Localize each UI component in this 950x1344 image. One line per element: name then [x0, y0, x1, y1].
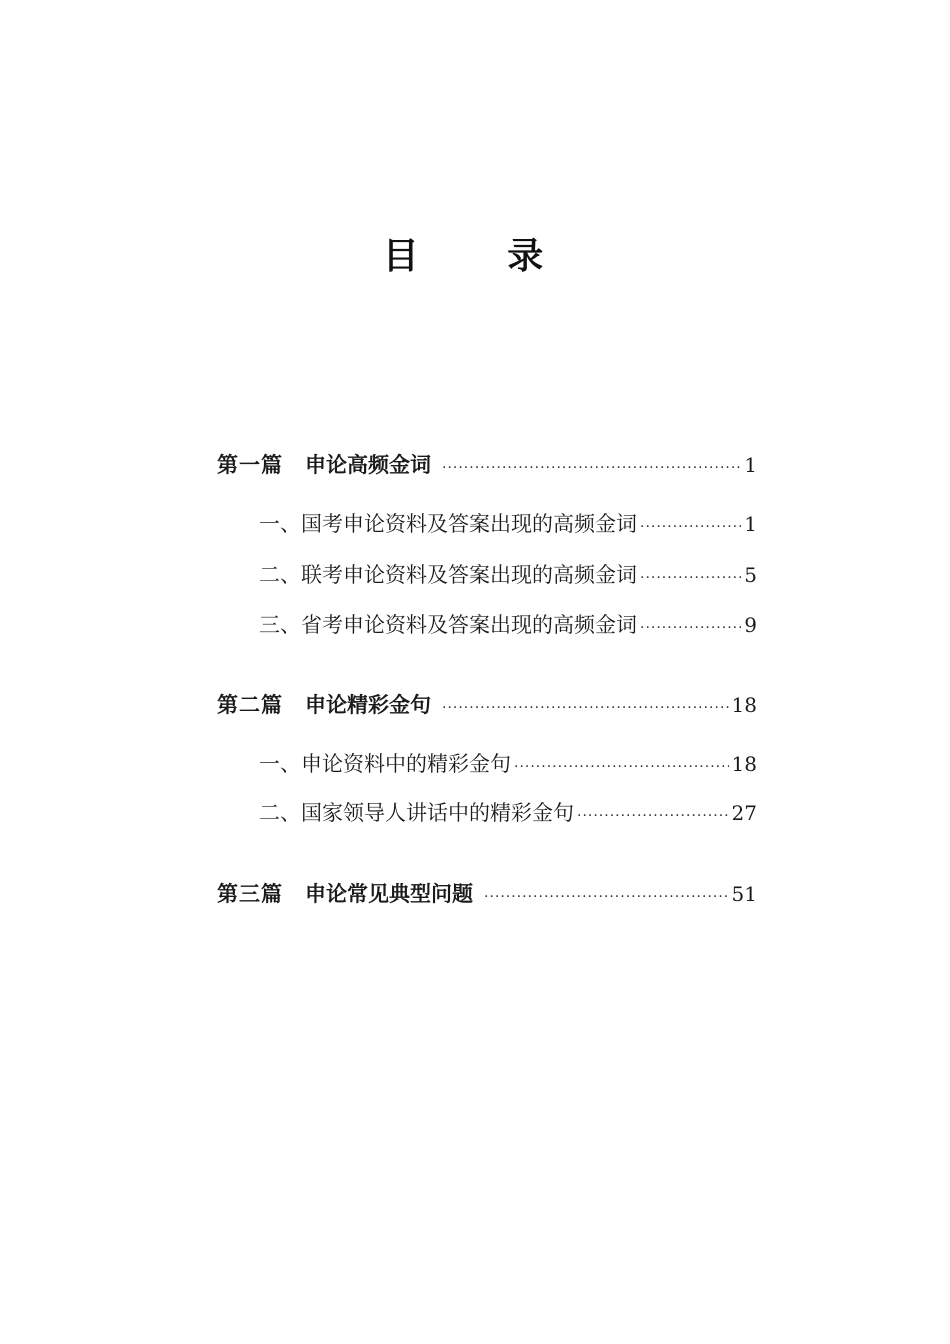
toc-part-number: 第二篇 — [217, 692, 283, 717]
toc-part-label: 申论常见典型问题 — [305, 881, 473, 906]
toc-section-label: 一、申论资料中的精彩金句 — [259, 752, 511, 776]
toc-part-number: 第一篇 — [217, 452, 283, 477]
toc-part-label: 申论精彩金句 — [305, 692, 431, 717]
page-title: 目 录 — [382, 235, 582, 277]
toc-page-number: 1 — [744, 453, 757, 477]
leader-dots — [514, 752, 729, 782]
toc-section-label: 二、国家领导人讲话中的精彩金句 — [259, 801, 574, 825]
toc-part-1[interactable] — [217, 450, 757, 480]
toc-page-number: 27 — [731, 801, 757, 825]
toc-page-number: 9 — [744, 613, 757, 637]
toc-section-1-1[interactable] — [259, 509, 757, 539]
toc-page-number: 1 — [744, 512, 757, 536]
toc-section-label: 一、国考申论资料及答案出现的高频金词 — [259, 512, 637, 536]
toc-page-number: 5 — [744, 563, 757, 587]
leader-dots — [577, 801, 729, 831]
toc-page-number: 18 — [731, 752, 757, 776]
toc-page-number: 18 — [731, 693, 757, 717]
toc-part-number: 第三篇 — [217, 881, 283, 906]
toc-section-1-3[interactable] — [259, 610, 757, 640]
leader-dots — [442, 453, 741, 483]
toc-section-2-2[interactable] — [259, 798, 757, 828]
toc-section-1-2[interactable] — [259, 560, 757, 590]
toc-section-label: 三、省考申论资料及答案出现的高频金词 — [259, 613, 637, 637]
toc-part-3[interactable] — [217, 879, 757, 909]
toc-part-2[interactable] — [217, 690, 757, 720]
leader-dots — [640, 563, 741, 593]
toc-page-number: 51 — [731, 882, 757, 906]
toc-section-2-1[interactable] — [259, 749, 757, 779]
toc-part-label: 申论高频金词 — [305, 452, 431, 477]
leader-dots — [484, 882, 729, 912]
leader-dots — [640, 512, 741, 542]
toc-section-label: 二、联考申论资料及答案出现的高频金词 — [259, 563, 637, 587]
leader-dots — [640, 613, 741, 643]
leader-dots — [442, 693, 729, 723]
